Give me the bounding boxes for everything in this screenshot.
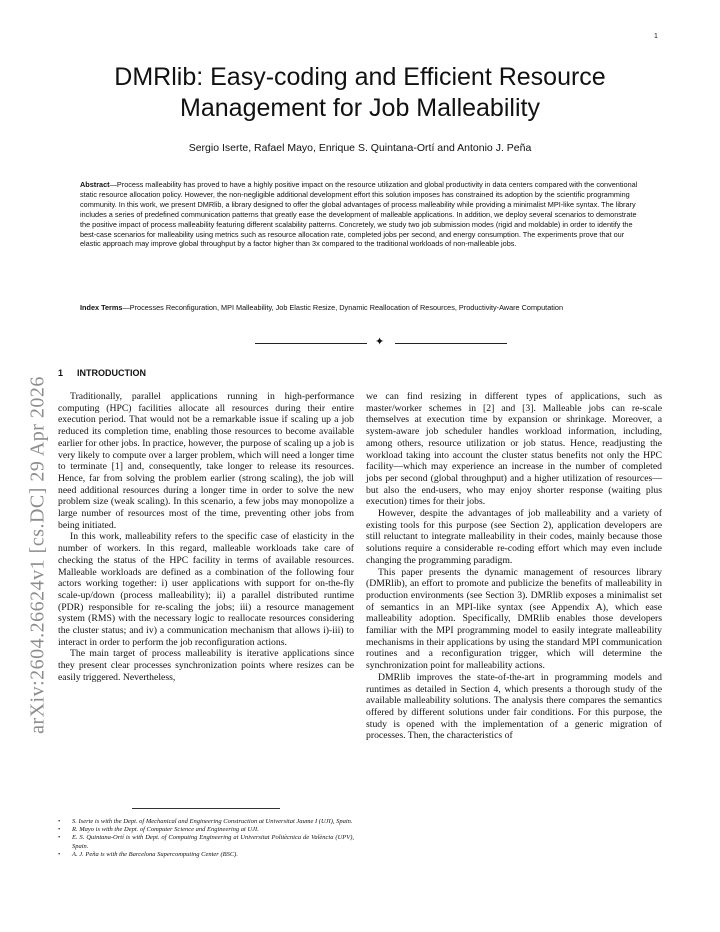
paragraph: DMRlib improves the state-of-the-art in programming models and runtimes as detailed in Section 4, which presents a thorough study of the available malleability solutions. The analysis there compares the semantics offered by different solutions under fair conditions. For this purpose, the study is opened with the implementation of a generic migration of processes. Then, the characteristics of bbox=[366, 671, 662, 742]
footnote-item: • R. Mayo is with the Dept. of Computer Science and Engineering at UJI. bbox=[58, 826, 354, 834]
footnote-item: • A. J. Peña is with the Barcelona Supercomputing Center (BSC). bbox=[58, 851, 354, 859]
body-column-left bbox=[58, 391, 354, 684]
paragraph: we can find resizing in different types of applications, such as master/worker schemes in [2] and [3]. Malleable jobs can re-scale themselves at execution time by expansion or shrinkage. Moreover, a system-aware job scheduler handles workload information, including, among others, resource utilization or job status. Hence, readjusting the workload taking into account the cluster status benefits not only the HPC facility—which may experience an increase in the number of completed jobs per second (global throughput) and a higher utilization of resources—but also the end-users, who may enjoy shorter response (waiting plus execution) times for their jobs. bbox=[366, 391, 662, 508]
section-heading-introduction bbox=[58, 368, 146, 378]
abstract bbox=[80, 180, 640, 249]
index-terms-text: —Processes Reconfiguration, MPI Malleability, Job Elastic Resize, Dynamic Reallocation of Resources, Productivity-Aware Computation bbox=[122, 303, 564, 312]
paragraph: Traditionally, parallel applications running in high-performance computing (HPC) facilities allocate all resources during their entire execution period. That would not be a remarkable issue if scaling up a job reduced its completion time, enabling those resources to become available earlier for other jobs. In practice, however, the purpose of scaling up a job is very likely to compute over a larger problem, which will need a longer time to terminate [1] and, consequently, take longer to release its resources. Hence, far from solving the problem earlier (strong scaling), the job will need additional resources during a longer time in order to solve the new problem size (weak scaling). In this scenario, a few jobs may monopolize a large number of resources most of the time, preventing other jobs from being initiated. bbox=[58, 391, 354, 531]
page-number: 1 bbox=[654, 33, 658, 40]
paragraph: However, despite the advantages of job malleability and a variety of existing tools for this purpose (see Section 2), application developers are still reluctant to integrate malleability in their codes, mainly because those solutions require a considerable re-coding effort which may even include changing the programming paradigm. bbox=[366, 508, 662, 566]
footnote-item: • S. Iserte is with the Dept. of Mechanical and Engineering Construction at Universitat Jaume I (UJI), Spain. bbox=[58, 818, 354, 826]
divider-line-right bbox=[395, 343, 507, 344]
paragraph: This paper presents the dynamic management of resources library (DMRlib), an effort to promote and publicize the benefits of malleability in production environments (see Section 3). DMRlib exposes a minimalist set of semantics in an MPI-like syntax (see Appendix A), which ease malleability adoption. Specifically, DMRlib enables those developers familiar with the MPI programming model to easily integrate malleability mechanisms in their applications by using the standard MPI communication routines and a reconfiguration trigger, which will determine the synchronization point for malleability actions. bbox=[366, 566, 662, 672]
index-terms-label: Index Terms bbox=[80, 303, 123, 312]
paper-title: DMRlib: Easy-coding and Efficient Resource Management for Job Malleability bbox=[114, 63, 606, 122]
paragraph: In this work, malleability refers to the specific case of elasticity in the number of workers. In this regard, malleable workloads take care of checking the status of the HPC facility in terms of available resources. Malleable workloads are defined as a combination of the following four actors working together: i) user applications with support for on-the-fly scale-up/down (process malleability); ii) a parallel distributed runtime (PDR) responsible for re-scaling the jobs; iii) a resource management system (RMS) with the necessary logic to reallocate resources considering the cluster status; and iv) a communication mechanism that allows i)-iii) to interact in order to perform the job reconfiguration actions. bbox=[58, 531, 354, 648]
section-divider bbox=[255, 335, 507, 349]
paragraph: The main target of process malleability is iterative applications since they present clear processes synchronization points where resizes can be easily triggered. Nevertheless, bbox=[58, 648, 354, 683]
divider-line-left bbox=[255, 343, 367, 344]
index-terms bbox=[80, 303, 640, 313]
body-column-right bbox=[366, 391, 662, 742]
arxiv-stamp-text: arXiv:2604.26624v1 [cs.DC] 29 Apr 2026 bbox=[26, 376, 49, 734]
footnote-rule bbox=[132, 808, 280, 809]
abstract-text: —Process malleability has proved to have a highly positive impact on the resource utilization and global productivity in data centers compared with the conventional static resource allocation policy. However, the non-negligible additional development effort this solution imposes has constrained its adoption by the scientific programming community. In this work, we present DMRlib, a library designed to offer the global advantages of process malleability while providing a minimalist MPI-like syntax. The library includes a series of predefined communication patterns that greatly ease the development of malleable applications. In addition, we deploy several scenarios to demonstrate the positive impact of process malleability featuring different scalability patterns. Concretely, we study two job submission modes (rigid and moldable) in order to identify the best-case scenarios for malleability using metrics such as resource allocation rate, completed jobs per second, and energy consumption. The experiments prove that our elastic approach may improve global throughput by a factor higher than 3x compared to the traditional workloads of non-malleable jobs. bbox=[80, 180, 638, 249]
footnote-item: • E. S. Quintana-Ortí is with Dept. of Computing Engineering at Universitat Politècnica de València (UPV), Spain. bbox=[58, 834, 354, 850]
author-list: Sergio Iserte, Rafael Mayo, Enrique S. Quintana-Ortí and Antonio J. Peña bbox=[188, 142, 532, 154]
section-title: INTRODUCTION bbox=[77, 368, 147, 378]
footnote-list bbox=[58, 818, 354, 859]
abstract-label: Abstract bbox=[80, 180, 110, 189]
section-number: 1 bbox=[58, 368, 64, 378]
divider-diamond-icon: ✦ bbox=[375, 335, 385, 348]
